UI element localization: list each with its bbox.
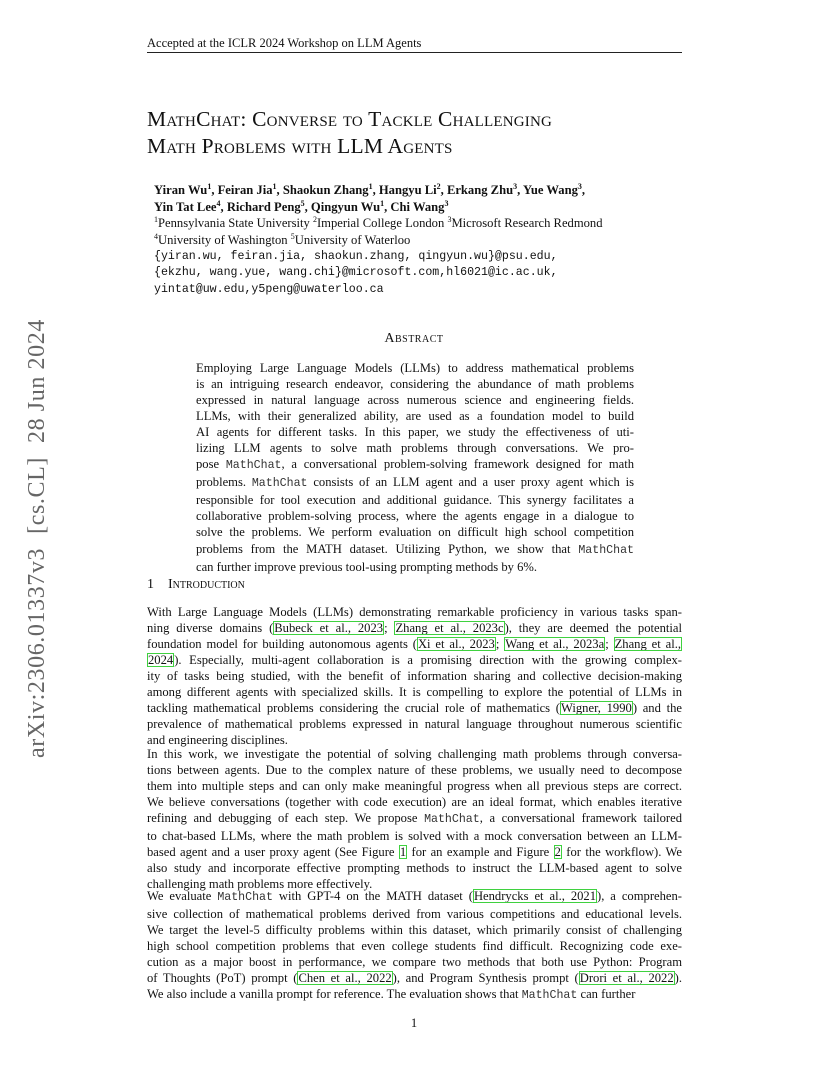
text-run: can further bbox=[577, 987, 636, 1001]
citation-link[interactable]: Wang et al., 2023a bbox=[505, 637, 605, 651]
text-line bbox=[147, 668, 682, 684]
author-affil-mark: 1 bbox=[207, 181, 212, 191]
affil-mark: 5 bbox=[290, 231, 295, 241]
section-heading bbox=[147, 577, 245, 593]
text-line bbox=[147, 778, 682, 794]
affil-name: Microsoft Research Redmond bbox=[451, 216, 603, 230]
abstract-body bbox=[196, 360, 634, 575]
citation-link[interactable]: Wigner, 1990 bbox=[561, 701, 632, 715]
email-line: {ekzhu, wang.yue, wang.chi}@microsoft.com,hl6021@ic.ac.uk, bbox=[154, 266, 558, 280]
author-affil-mark: 4 bbox=[216, 198, 221, 208]
text-run: for an example and Figure bbox=[407, 845, 554, 859]
text-line bbox=[147, 986, 682, 1004]
author-affil-mark: 5 bbox=[300, 198, 305, 208]
text-run: also study and incorporate effective prompting methods to instruct the LLM-based agent to solve bbox=[147, 861, 682, 875]
text-run: AI agents for different tasks. In this paper, we study the effectiveness of uti- bbox=[196, 425, 634, 440]
text-line bbox=[196, 456, 634, 474]
text-line bbox=[196, 492, 634, 508]
text-line bbox=[196, 424, 634, 440]
text-run: among different agents with specialized skills. It is compelling to explore the potential of LLMs in bbox=[147, 685, 682, 699]
text-run: ) and the bbox=[632, 701, 682, 715]
text-line bbox=[196, 524, 634, 540]
citation-link[interactable]: Zhang et al., 2023c bbox=[395, 621, 504, 635]
text-run: lizing LLM agents to solve math problems through conversations. We pro- bbox=[196, 441, 634, 456]
text-run: cution as a major boost in performance, we compare two methods that both use Python: Program bbox=[147, 955, 682, 969]
text-run: We evaluate bbox=[147, 889, 218, 903]
text-run: LLMs, with their generalized ability, are used as a foundation model to build bbox=[196, 409, 634, 424]
author-affil-mark: 1 bbox=[380, 198, 385, 208]
text-run: We believe conversations (together with code execution) are an ideal format, which enables iterative bbox=[147, 795, 682, 809]
section-title: Introduction bbox=[168, 577, 245, 592]
text-line bbox=[147, 810, 682, 828]
text-run: pose bbox=[196, 457, 226, 472]
text-run: with GPT-4 on the MATH dataset ( bbox=[272, 889, 473, 903]
text-line bbox=[147, 828, 682, 844]
text-run: ity of tasks being studied, with the benefit of information sharing and collective decision-making bbox=[147, 669, 682, 683]
text-line bbox=[147, 888, 682, 906]
text-run: ), and Program Synthesis prompt ( bbox=[392, 971, 579, 985]
text-line bbox=[147, 636, 682, 652]
citation-link[interactable]: 2024 bbox=[148, 653, 174, 667]
text-line bbox=[147, 938, 682, 954]
text-line bbox=[147, 684, 682, 700]
citation-link[interactable]: 2 bbox=[554, 845, 561, 859]
author-name: Shaokun Zhang bbox=[282, 183, 369, 197]
text-line bbox=[147, 970, 682, 986]
affil-mark: 3 bbox=[447, 214, 452, 224]
text-line bbox=[147, 746, 682, 762]
intro-paragraph bbox=[147, 888, 682, 1004]
code-name: MathChat bbox=[217, 891, 273, 904]
author-affil-mark: 3 bbox=[577, 181, 582, 191]
title-line: MathChat: Converse to Tackle Challenging bbox=[147, 107, 553, 131]
author-name: Qingyun Wu bbox=[310, 200, 381, 214]
text-run: With Large Language Models (LLMs) demonstrating remarkable proficiency in various tasks span- bbox=[147, 605, 682, 619]
author-emails bbox=[154, 249, 684, 298]
arxiv-id: arXiv:2306.01337v3 bbox=[24, 547, 50, 758]
arxiv-identifier bbox=[24, 305, 51, 758]
author-name: Hangyu Li bbox=[378, 183, 437, 197]
header-rule bbox=[147, 52, 682, 53]
abstract-heading: Abstract bbox=[384, 330, 444, 345]
text-run: ). bbox=[674, 971, 682, 985]
text-run: problems. bbox=[196, 475, 252, 490]
affil-name: University of Washington bbox=[158, 232, 288, 247]
affil-name: Pennsylvania State University bbox=[158, 216, 310, 230]
author-name: Yue Wang bbox=[522, 183, 578, 197]
text-run: of Thoughts (PoT) prompt ( bbox=[147, 971, 298, 985]
text-line bbox=[147, 620, 682, 636]
text-run: consists of an LLM agent and a user proxy agent which is bbox=[307, 475, 635, 490]
text-line bbox=[147, 604, 682, 620]
text-run: solve the problems. We perform evaluation on difficult high school competition bbox=[196, 525, 634, 540]
email-line: {yiran.wu, feiran.jia, shaokun.zhang, qingyun.wu}@psu.edu, bbox=[154, 250, 558, 263]
text-run: , a conversational framework tailored bbox=[479, 811, 682, 825]
text-run: is an intriguing research endeavor, considering the abundance of math problems bbox=[196, 377, 634, 392]
text-run: tions between agents. Due to the complex nature of these problems, we usually need to decompose bbox=[147, 763, 682, 777]
text-run: them into multiple steps and can only make meaningful progress when all previous steps are correct. bbox=[147, 779, 682, 793]
citation-link[interactable]: Drori et al., 2022 bbox=[579, 971, 674, 985]
text-run: and engineering disciplines. bbox=[147, 733, 288, 747]
text-run: high school competition problems that even college students find difficult. Recognizing code exe- bbox=[147, 939, 682, 953]
text-line bbox=[147, 954, 682, 970]
running-header: Accepted at the ICLR 2024 Workshop on LLM Agents bbox=[147, 36, 422, 50]
author-affil-mark: 1 bbox=[368, 181, 373, 191]
citation-link[interactable]: Hendrycks et al., 2021 bbox=[473, 889, 597, 903]
text-run: ; bbox=[384, 621, 395, 635]
text-line bbox=[196, 408, 634, 424]
text-line bbox=[147, 716, 682, 732]
text-run: , a conversational problem-solving framework designed for math bbox=[281, 457, 634, 472]
section-number: 1 bbox=[147, 577, 154, 592]
text-run: ). Especially, multi-agent collaboration is a promising direction with the growing complex- bbox=[174, 653, 682, 667]
text-line bbox=[147, 700, 682, 716]
arxiv-category: [cs.CL] bbox=[24, 457, 50, 534]
text-run: challenging math problems more effectively. bbox=[147, 877, 373, 891]
text-line bbox=[147, 844, 682, 860]
text-run: problems from the MATH dataset. Utilizing Python, we show that bbox=[196, 541, 579, 556]
text-line bbox=[196, 508, 634, 524]
text-line bbox=[196, 559, 634, 575]
text-run: responsible for tool execution and additional guidance. This synergy facilitates a bbox=[196, 493, 634, 508]
text-run: to chat-based LLMs, where the math problem is solved with a mock conversation between an LLM- bbox=[147, 829, 682, 843]
text-line bbox=[147, 652, 682, 668]
text-run: ; bbox=[495, 637, 505, 651]
affil-mark: 1 bbox=[154, 214, 158, 224]
text-line bbox=[196, 360, 634, 376]
text-run: We target the level-5 difficulty problems within this dataset, which primarily consist of challenging bbox=[147, 923, 682, 937]
text-run: ), they are deemed the potential bbox=[504, 621, 682, 635]
author-affil-mark: 1 bbox=[272, 181, 277, 191]
text-run: Employing Large Language Models (LLMs) to address mathematical problems bbox=[196, 361, 634, 375]
text-line bbox=[196, 440, 634, 456]
affil-mark: 2 bbox=[312, 214, 317, 224]
text-line bbox=[196, 376, 634, 392]
text-line bbox=[147, 860, 682, 876]
paper-title bbox=[147, 106, 692, 160]
author-list bbox=[154, 182, 684, 216]
affiliations bbox=[154, 215, 684, 248]
author-line: Yin Tat Lee$^4$, Richard Peng$^5$, Qingyun Wu$^1$, Chi Wang$^3$ bbox=[154, 198, 449, 214]
citation-link[interactable]: Chen et al., 2022 bbox=[298, 971, 392, 985]
text-run: collaborative problem-solving process, where the agents engage in a dialogue to bbox=[196, 509, 634, 524]
text-line bbox=[147, 922, 682, 938]
citation-link[interactable]: 1 bbox=[399, 845, 407, 859]
author-name: Yiran Wu bbox=[154, 183, 208, 197]
code-name: MathChat bbox=[521, 989, 578, 1002]
citation-link[interactable]: Zhang et al., bbox=[614, 637, 682, 651]
author-affil-mark: 3 bbox=[444, 198, 449, 208]
text-run: tackling mathematical problems considering the crucial role of mathematics ( bbox=[147, 701, 560, 715]
text-line bbox=[196, 474, 634, 492]
text-run: In this work, we investigate the potential of solving challenging math problems through conversa- bbox=[147, 747, 682, 761]
citation-link[interactable]: Xi et al., 2023 bbox=[417, 637, 495, 651]
affil-name: Imperial College London bbox=[316, 216, 445, 230]
code-name: MathChat bbox=[578, 543, 634, 557]
text-line bbox=[147, 762, 682, 778]
text-run: ; bbox=[605, 637, 614, 651]
text-run: based agent and a user proxy agent (See Figure bbox=[147, 845, 399, 859]
text-run: ning diverse domains ( bbox=[147, 621, 274, 635]
code-name: MathChat bbox=[251, 477, 308, 491]
author-name: Erkang Zhu bbox=[446, 183, 514, 197]
author-name: Richard Peng bbox=[226, 200, 301, 214]
text-run: for the workflow). We bbox=[561, 845, 683, 859]
text-run: sive collection of mathematical problems derived from various competitions and educational levels. bbox=[147, 907, 682, 921]
intro-paragraph bbox=[147, 604, 682, 748]
text-line bbox=[147, 794, 682, 810]
citation-link[interactable]: Bubeck et al., 2023 bbox=[274, 621, 384, 635]
author-name: Chi Wang bbox=[390, 200, 445, 214]
code-name: MathChat bbox=[225, 459, 282, 473]
author-name: Yin Tat Lee bbox=[154, 200, 217, 214]
intro-paragraph bbox=[147, 746, 682, 892]
affil-mark: 4 bbox=[154, 231, 158, 241]
author-name: Feiran Jia bbox=[217, 183, 273, 197]
affiliation-line bbox=[154, 232, 684, 249]
text-line bbox=[196, 392, 634, 408]
email-line: yintat@uw.edu,y5peng@uwaterloo.ca bbox=[154, 282, 384, 296]
text-line bbox=[147, 906, 682, 922]
text-run: can further improve previous tool-using prompting methods by 6%. bbox=[196, 559, 538, 574]
text-run: expressed in natural language across numerous science and engineering fields. bbox=[196, 393, 634, 408]
text-run: We also include a vanilla prompt for reference. The evaluation shows that bbox=[147, 987, 522, 1001]
text-run: foundation model for building autonomous agents ( bbox=[147, 637, 417, 651]
text-run: prevalence of mathematical problems expressed in natural language throughout numerous scientific bbox=[147, 717, 682, 731]
author-affil-mark: 3 bbox=[513, 181, 518, 191]
author-affil-mark: 2 bbox=[436, 181, 441, 191]
affiliation-line bbox=[154, 215, 684, 232]
page-number: 1 bbox=[410, 1016, 418, 1030]
affil-name: University of Waterloo bbox=[294, 232, 411, 247]
author-line: Yiran Wu$^1$, Feiran Jia$^1$, Shaokun Zhang$^1$, Hangyu Li$^2$, Erkang Zhu$^3$, Yue Wang$^3$, bbox=[154, 181, 586, 197]
arxiv-date: 28 Jun 2024 bbox=[24, 319, 50, 444]
code-name: MathChat bbox=[424, 813, 480, 826]
title-line: Math Problems with LLM Agents bbox=[147, 134, 453, 158]
text-run: refining and debugging of each step. We propose bbox=[147, 811, 425, 825]
text-line bbox=[196, 541, 634, 559]
text-run: ), a comprehen- bbox=[597, 889, 682, 903]
